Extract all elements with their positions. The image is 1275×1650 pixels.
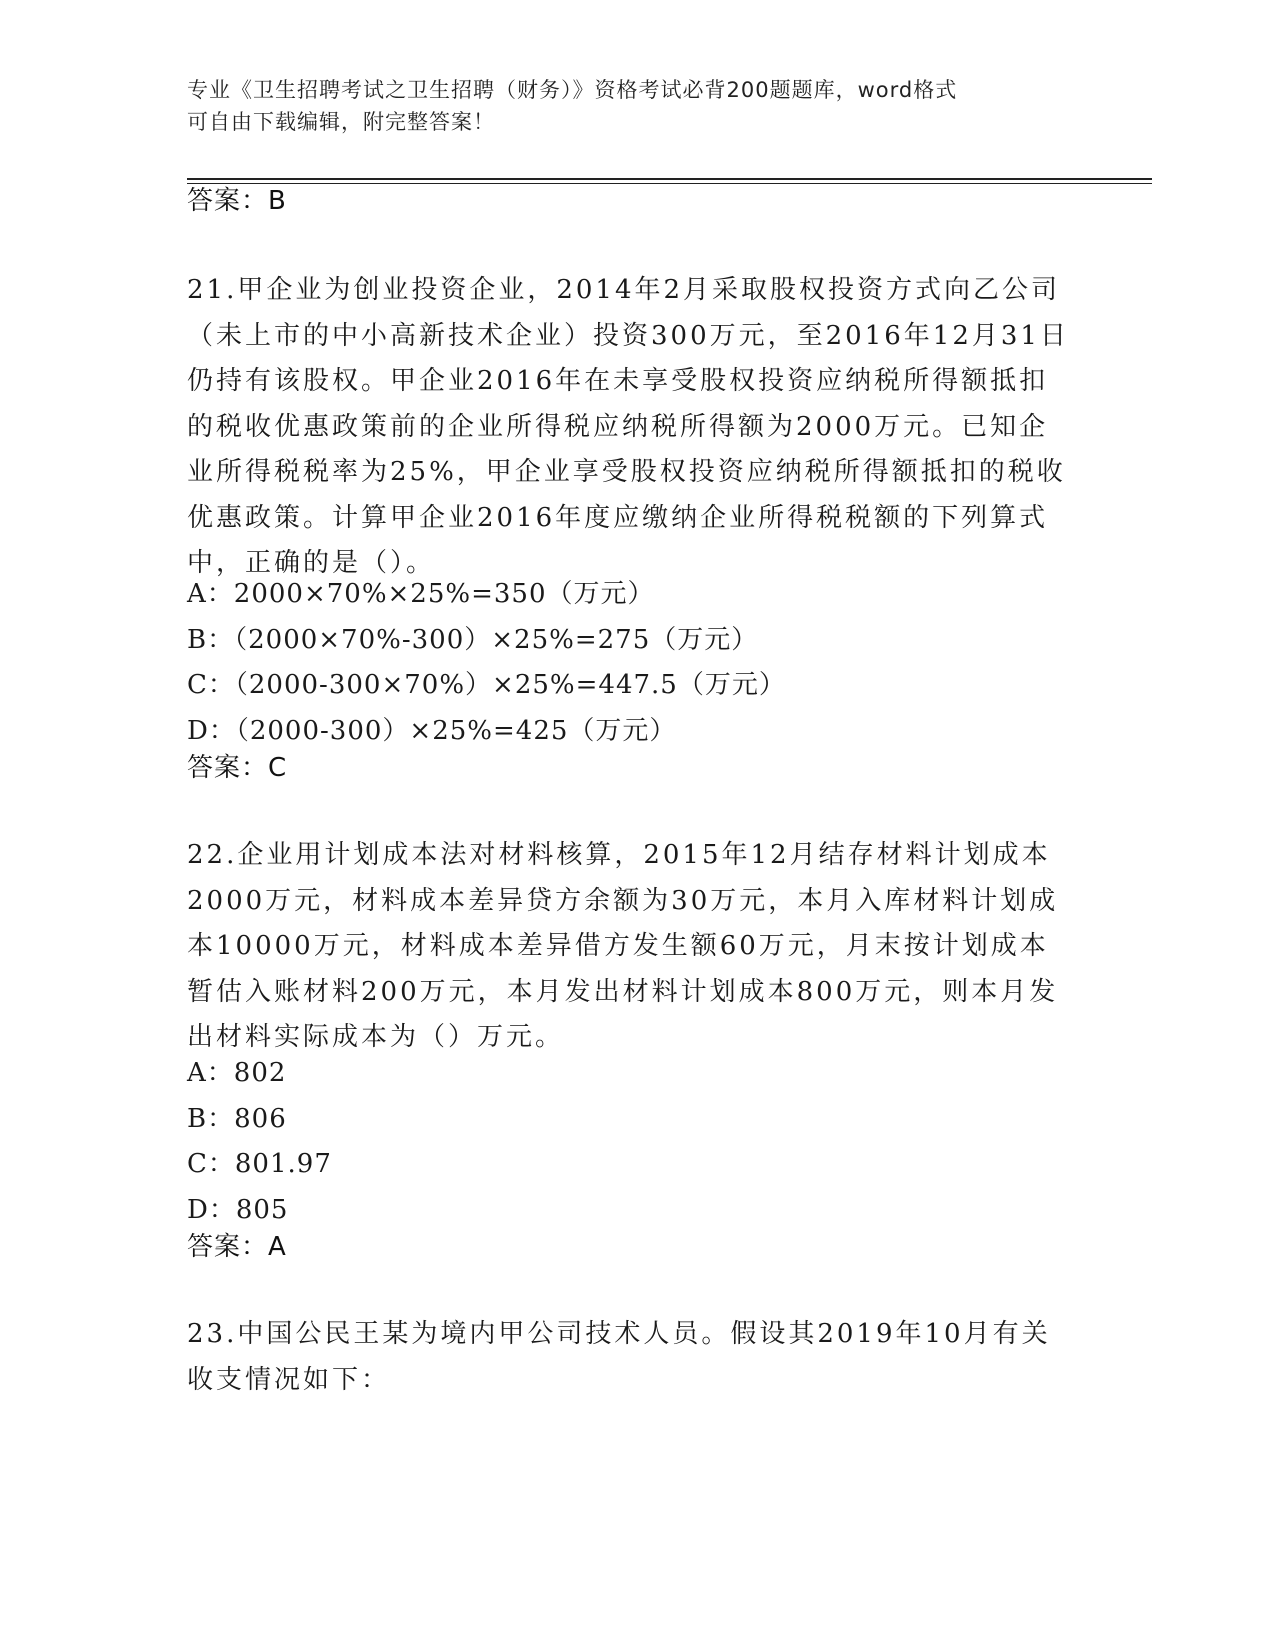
header-divider-thin: [187, 183, 1152, 184]
question-22-options: [187, 1051, 332, 1233]
header-line-2: 可自由下载编辑，附完整答案！: [187, 110, 495, 134]
question-21-option-a: A：2000×70%×25%=350（万元）: [187, 579, 655, 609]
header-line-1: 专业《卫生招聘考试之卫生招聘（财务）》资格考试必背200题题库，word格式: [187, 78, 958, 102]
question-21-option-c: C：（2000-300×70%）×25%=447.5（万元）: [187, 670, 786, 700]
document-header: [187, 74, 1067, 138]
question-22-option-c: C：801.97: [187, 1149, 332, 1179]
question-21-options: [187, 572, 786, 754]
question-22-stem: 22.企业用计划成本法对材料核算，2015年12月结存材料计划成本2000万元，材料成本差异贷方余额为30万元，本月入库材料计划成本10000万元，材料成本差异借方发生额60万元，月末按计划成本暂估入账材料200万元，本月发出材料计划成本800万元，则本月发出材料实际成本为（）万元。: [187, 840, 1059, 1052]
question-23-stem: 23.中国公民王某为境内甲公司技术人员。假设其2019年10月有关收支情况如下：: [187, 1319, 1051, 1395]
previous-answer: 答案：B: [187, 186, 287, 216]
header-divider-thick: [187, 178, 1152, 180]
question-21-answer: 答案：C: [187, 753, 288, 783]
question-22-answer: 答案：A: [187, 1232, 287, 1262]
question-21-stem: 21.甲企业为创业投资企业，2014年2月采取股权投资方式向乙公司（未上市的中小高新技术企业）投资300万元，至2016年12月31日仍持有该股权。甲企业2016年在未享受股权投资应纳税所得额抵扣的税收优惠政策前的企业所得税应纳税所得额为2000万元。已知企业所得税税率为25%，甲企业享受股权投资应纳税所得额抵扣的税收优惠政策。计算甲企业2016年度应缴纳企业所得税税额的下列算式中，正确的是（）。: [187, 275, 1069, 578]
question-21-option-d: D：（2000-300）×25%=425（万元）: [187, 715, 677, 746]
question-22-option-a: A：802: [187, 1058, 287, 1088]
question-21-option-b: B：（2000×70%-300）×25%=275（万元）: [187, 624, 759, 655]
question-22-option-d: D：805: [187, 1194, 289, 1225]
question-22-option-b: B：806: [187, 1103, 287, 1134]
